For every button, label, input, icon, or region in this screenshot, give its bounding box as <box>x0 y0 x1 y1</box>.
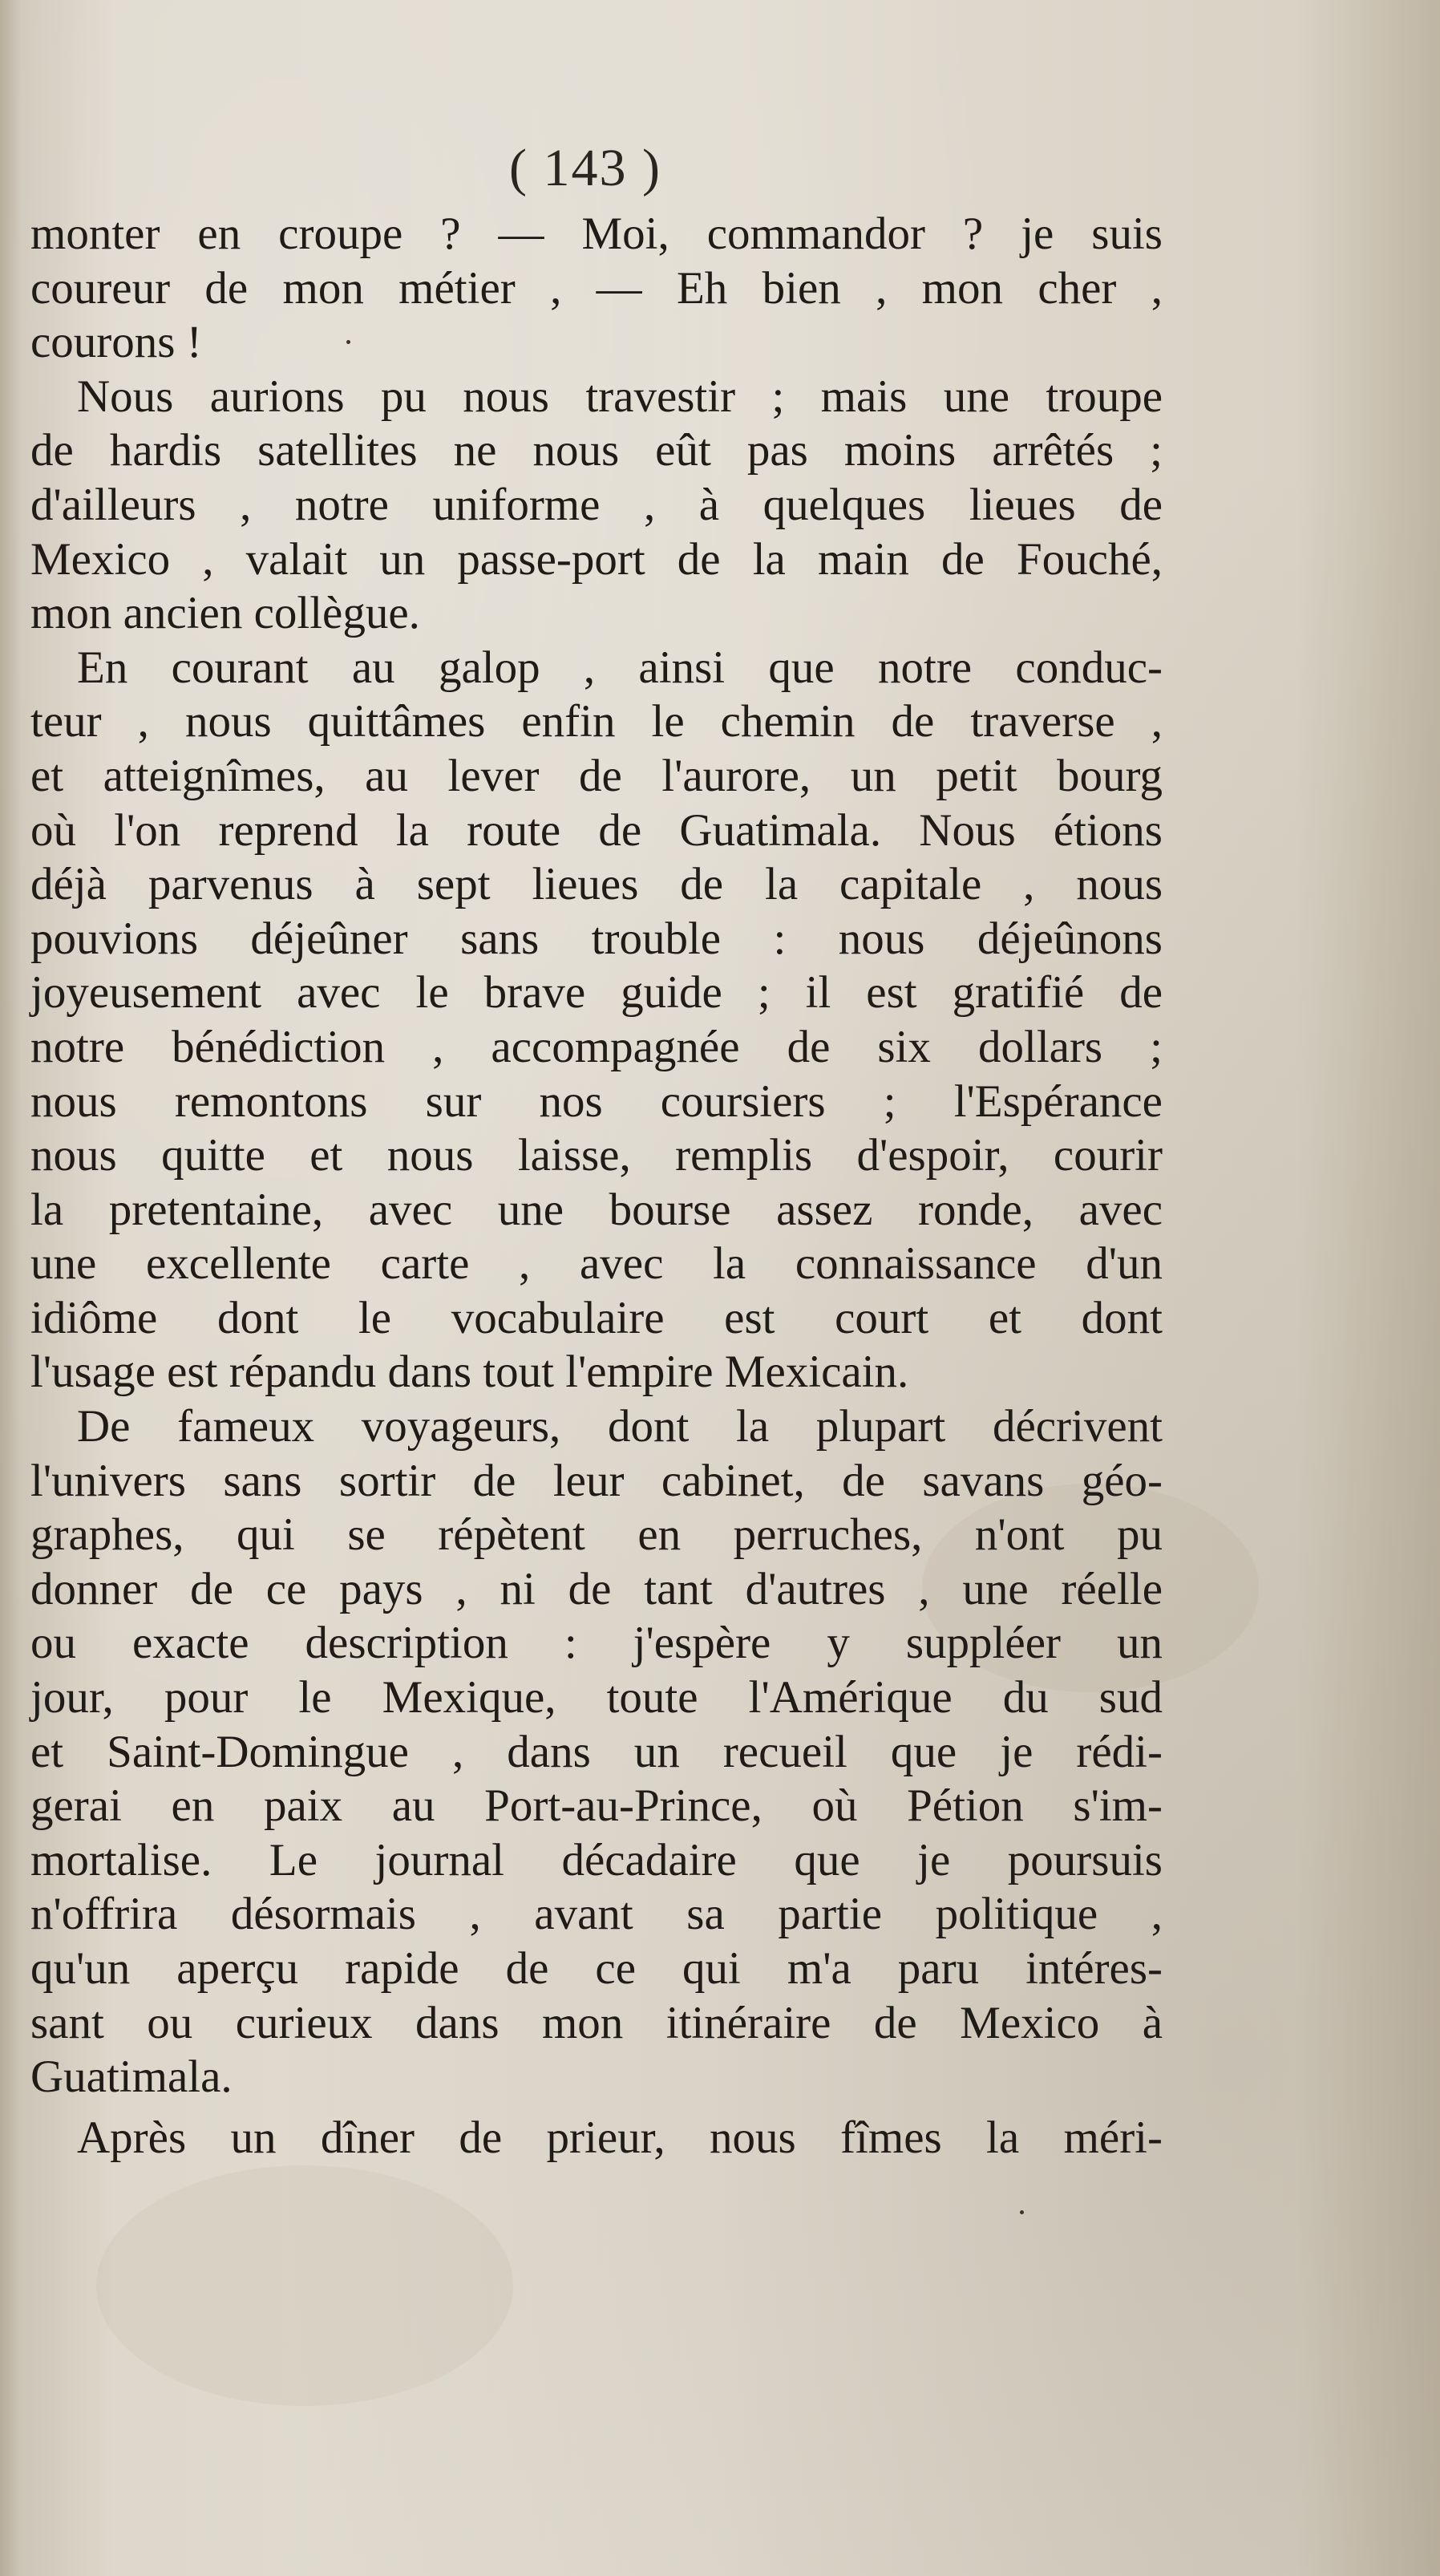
page-edge-shadow <box>0 0 21 2576</box>
paragraph-start: Nous aurions pu nous travestir ; mais une troupe <box>77 371 1163 422</box>
text-line: une excellente carte , avec la connaissance d'un <box>30 1238 1163 1290</box>
paragraph-start: En courant au galop , ainsi que notre conduc- <box>77 642 1163 693</box>
text-line: qu'un aperçu rapide de ce qui m'a paru intéres- <box>30 1943 1163 1994</box>
text-line: Guatimala. <box>30 2051 233 2103</box>
text-line: n'offrira désormais , avant sa partie politique , <box>30 1889 1163 1940</box>
text-line: de hardis satellites ne nous eût pas moins arrêtés ; <box>30 425 1163 476</box>
ink-speck <box>1020 2210 1024 2214</box>
text-line: gerai en paix au Port-au-Prince, où Pétion s'im- <box>30 1780 1163 1832</box>
text-line: idiôme dont le vocabulaire est court et dont <box>30 1292 1163 1343</box>
text-line: nous quitte et nous laisse, remplis d'espoir, courir <box>30 1130 1163 1181</box>
text-line: courons ! <box>30 317 202 368</box>
paragraph-start: De fameux voyageurs, dont la plupart décrivent <box>77 1401 1163 1452</box>
paper-stain <box>96 2165 513 2406</box>
text-line: et atteignîmes, au lever de l'aurore, un petit bourg <box>30 750 1163 801</box>
text-line: mon ancien collègue. <box>30 588 420 639</box>
text-line: nous remontons sur nos coursiers ; l'Espérance <box>30 1075 1163 1127</box>
paragraph-gap <box>30 2104 1163 2111</box>
text-line: la pretentaine, avec une bourse assez ronde, avec <box>30 1184 1163 1235</box>
text-line: monter en croupe ? — Moi, commandor ? je suis <box>30 209 1163 259</box>
body-text <box>30 207 1163 2165</box>
text-line: coureur de mon métier , — Eh bien , mon cher , <box>30 262 1163 314</box>
paragraph-start: Après un dîner de prieur, nous fîmes la méri- <box>77 2112 1163 2163</box>
page-number: ( 143 ) <box>509 139 661 197</box>
text-line: Mexico , valait un passe-port de la main de Fouché, <box>30 533 1163 585</box>
text-line: graphes, qui se répètent en perruches, n'ont pu <box>30 1509 1163 1561</box>
text-line: donner de ce pays , ni de tant d'autres , une réelle <box>30 1563 1163 1614</box>
text-line: teur , nous quittâmes enfin le chemin de traverse , <box>30 696 1163 747</box>
text-line: et Saint-Domingue , dans un recueil que je rédi- <box>30 1726 1163 1777</box>
text-line: déjà parvenus à sept lieues de la capitale , nous <box>30 859 1163 910</box>
text-line: pouvions déjeûner sans trouble : nous déjeûnons <box>30 913 1163 964</box>
text-line: jour, pour le Mexique, toute l'Amérique du sud <box>30 1672 1163 1723</box>
text-line: où l'on reprend la route de Guatimala. Nous étions <box>30 804 1163 856</box>
text-line: notre bénédiction , accompagnée de six dollars ; <box>30 1021 1163 1072</box>
text-line: joyeusement avec le brave guide ; il est gratifié de <box>30 967 1163 1019</box>
text-line: ou exacte description : j'espère y suppléer un <box>30 1618 1163 1669</box>
text-line: d'ailleurs , notre uniforme , à quelques lieues de <box>30 479 1163 530</box>
text-line: l'univers sans sortir de leur cabinet, de savans géo- <box>30 1455 1163 1506</box>
text-line: l'usage est répandu dans tout l'empire Mexicain. <box>30 1347 909 1398</box>
ink-speck <box>346 340 350 344</box>
text-line: sant ou curieux dans mon itinéraire de Mexico à <box>30 1997 1163 2048</box>
text-line: mortalise. Le journal décadaire que je poursuis <box>30 1834 1163 1885</box>
